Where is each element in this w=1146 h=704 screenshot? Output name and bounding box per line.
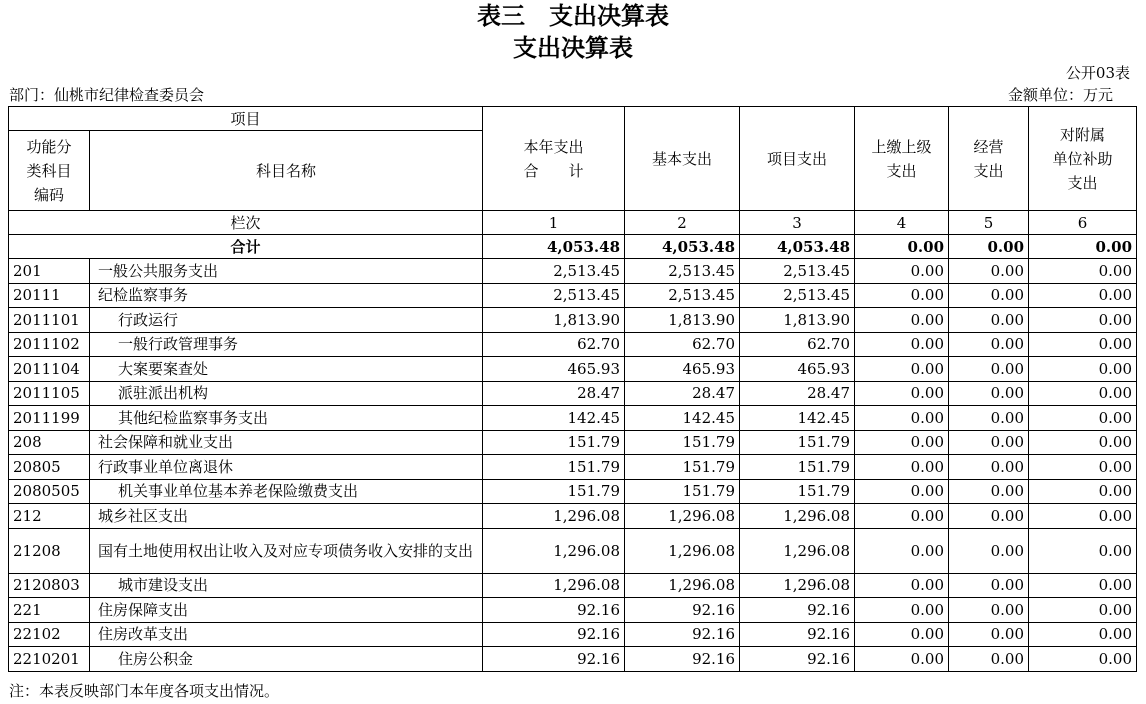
amount-cell: 0.00 bbox=[949, 528, 1029, 573]
header-total-expenditure: 本年支出 合 计 bbox=[483, 107, 625, 211]
amount-cell: 0.00 bbox=[855, 479, 949, 504]
amount-cell: 0.00 bbox=[1029, 308, 1137, 333]
subject-name: 行政事业单位离退休 bbox=[90, 455, 483, 480]
subject-code: 208 bbox=[9, 430, 90, 455]
table-row bbox=[9, 332, 1137, 357]
index-col: 2 bbox=[625, 211, 740, 235]
subject-name: 国有土地使用权出让收入及对应专项债务收入安排的支出 bbox=[90, 528, 483, 573]
header-function-code: 功能分 类科目 编码 bbox=[9, 131, 90, 211]
amount-cell: 0.00 bbox=[855, 598, 949, 623]
amount-cell: 142.45 bbox=[740, 406, 855, 431]
subject-name: 住房保障支出 bbox=[90, 598, 483, 623]
amount-cell: 0.00 bbox=[949, 598, 1029, 623]
amount-cell: 1,296.08 bbox=[740, 504, 855, 529]
page-title: 表三 支出决算表 bbox=[477, 2, 669, 30]
amount-cell: 0.00 bbox=[855, 308, 949, 333]
amount-cell: 28.47 bbox=[625, 381, 740, 406]
amount-cell: 151.79 bbox=[740, 430, 855, 455]
form-number: 公开03表 bbox=[1065, 64, 1130, 82]
amount-cell: 28.47 bbox=[740, 381, 855, 406]
amount-cell: 0.00 bbox=[1029, 598, 1137, 623]
amount-cell: 92.16 bbox=[625, 647, 740, 672]
amount-cell: 2,513.45 bbox=[483, 259, 625, 284]
amount-cell: 0.00 bbox=[1029, 455, 1137, 480]
table-row bbox=[9, 357, 1137, 382]
table-row bbox=[9, 528, 1137, 573]
header-project-expenditure: 项目支出 bbox=[740, 107, 855, 211]
amount-cell: 0.00 bbox=[1029, 381, 1137, 406]
table-row bbox=[9, 406, 1137, 431]
subject-code: 22102 bbox=[9, 622, 90, 647]
subject-name: 一般公共服务支出 bbox=[90, 259, 483, 284]
subject-name: 大案要案查处 bbox=[90, 357, 483, 382]
amount-cell: 0.00 bbox=[949, 455, 1029, 480]
header-subject-name: 科目名称 bbox=[90, 131, 483, 211]
subject-name: 纪检监察事务 bbox=[90, 283, 483, 308]
amount-cell: 2,513.45 bbox=[625, 259, 740, 284]
header-basic-expenditure: 基本支出 bbox=[625, 107, 740, 211]
amount-cell: 0.00 bbox=[855, 622, 949, 647]
amount-unit-label: 金额单位：万元 bbox=[1007, 86, 1113, 104]
header-operating-expenditure: 经营 支出 bbox=[949, 107, 1029, 211]
amount-cell: 151.79 bbox=[740, 479, 855, 504]
subject-name: 住房改革支出 bbox=[90, 622, 483, 647]
amount-cell: 0.00 bbox=[1029, 430, 1137, 455]
subject-code: 212 bbox=[9, 504, 90, 529]
table-row bbox=[9, 381, 1137, 406]
amount-cell: 1,296.08 bbox=[483, 573, 625, 598]
amount-cell: 1,296.08 bbox=[625, 528, 740, 573]
amount-cell: 0.00 bbox=[949, 622, 1029, 647]
amount-cell: 1,296.08 bbox=[483, 504, 625, 529]
amount-cell: 0.00 bbox=[1029, 504, 1137, 529]
amount-cell: 1,296.08 bbox=[483, 528, 625, 573]
amount-cell: 0.00 bbox=[1029, 479, 1137, 504]
table-row bbox=[9, 504, 1137, 529]
amount-cell: 142.45 bbox=[483, 406, 625, 431]
subject-code: 2011199 bbox=[9, 406, 90, 431]
index-col: 3 bbox=[740, 211, 855, 235]
amount-cell: 142.45 bbox=[625, 406, 740, 431]
index-label: 栏次 bbox=[9, 211, 483, 235]
amount-cell: 28.47 bbox=[483, 381, 625, 406]
subject-code: 2080505 bbox=[9, 479, 90, 504]
amount-cell: 0.00 bbox=[1029, 283, 1137, 308]
subject-name: 派驻派出机构 bbox=[90, 381, 483, 406]
amount-cell: 151.79 bbox=[483, 430, 625, 455]
amount-cell: 0.00 bbox=[949, 504, 1029, 529]
subject-code: 201 bbox=[9, 259, 90, 284]
total-value: 0.00 bbox=[855, 235, 949, 259]
subject-code: 2120803 bbox=[9, 573, 90, 598]
subject-name: 一般行政管理事务 bbox=[90, 332, 483, 357]
amount-cell: 92.16 bbox=[740, 622, 855, 647]
amount-cell: 151.79 bbox=[625, 455, 740, 480]
subject-name: 住房公积金 bbox=[90, 647, 483, 672]
amount-cell: 0.00 bbox=[1029, 573, 1137, 598]
amount-cell: 0.00 bbox=[855, 504, 949, 529]
amount-cell: 1,296.08 bbox=[740, 528, 855, 573]
amount-cell: 0.00 bbox=[949, 308, 1029, 333]
amount-cell: 465.93 bbox=[740, 357, 855, 382]
amount-cell: 1,813.90 bbox=[625, 308, 740, 333]
total-value: 0.00 bbox=[1029, 235, 1137, 259]
amount-cell: 92.16 bbox=[740, 598, 855, 623]
amount-cell: 2,513.45 bbox=[740, 259, 855, 284]
amount-cell: 0.00 bbox=[855, 573, 949, 598]
amount-cell: 0.00 bbox=[949, 381, 1029, 406]
amount-cell: 0.00 bbox=[949, 283, 1029, 308]
amount-cell: 0.00 bbox=[855, 430, 949, 455]
subject-name: 行政运行 bbox=[90, 308, 483, 333]
amount-cell: 0.00 bbox=[949, 479, 1029, 504]
amount-cell: 1,813.90 bbox=[740, 308, 855, 333]
subject-name: 城市建设支出 bbox=[90, 573, 483, 598]
amount-cell: 151.79 bbox=[740, 455, 855, 480]
amount-cell: 92.16 bbox=[740, 647, 855, 672]
department-label: 部门：仙桃市纪律检查委员会 bbox=[9, 86, 205, 104]
total-value: 4,053.48 bbox=[740, 235, 855, 259]
subject-name: 机关事业单位基本养老保险缴费支出 bbox=[90, 479, 483, 504]
amount-cell: 62.70 bbox=[625, 332, 740, 357]
amount-cell: 0.00 bbox=[855, 332, 949, 357]
amount-cell: 0.00 bbox=[949, 332, 1029, 357]
subject-code: 2011104 bbox=[9, 357, 90, 382]
amount-cell: 0.00 bbox=[855, 357, 949, 382]
page-subtitle: 支出决算表 bbox=[513, 34, 633, 62]
amount-cell: 0.00 bbox=[855, 381, 949, 406]
total-value: 4,053.48 bbox=[483, 235, 625, 259]
index-row bbox=[9, 211, 1137, 235]
amount-cell: 0.00 bbox=[949, 406, 1029, 431]
subject-code: 2011105 bbox=[9, 381, 90, 406]
amount-cell: 92.16 bbox=[483, 598, 625, 623]
table-row bbox=[9, 283, 1137, 308]
table-row bbox=[9, 573, 1137, 598]
subject-code: 20111 bbox=[9, 283, 90, 308]
amount-cell: 0.00 bbox=[949, 430, 1029, 455]
amount-cell: 0.00 bbox=[855, 259, 949, 284]
amount-cell: 92.16 bbox=[483, 647, 625, 672]
amount-cell: 0.00 bbox=[949, 647, 1029, 672]
amount-cell: 2,513.45 bbox=[625, 283, 740, 308]
table-row bbox=[9, 598, 1137, 623]
subject-name: 城乡社区支出 bbox=[90, 504, 483, 529]
table-row bbox=[9, 430, 1137, 455]
header-upper-level-payment: 上缴上级 支出 bbox=[855, 107, 949, 211]
amount-cell: 151.79 bbox=[483, 479, 625, 504]
amount-cell: 62.70 bbox=[483, 332, 625, 357]
amount-cell: 2,513.45 bbox=[740, 283, 855, 308]
table-row bbox=[9, 308, 1137, 333]
amount-cell: 465.93 bbox=[483, 357, 625, 382]
total-value: 0.00 bbox=[949, 235, 1029, 259]
table-row bbox=[9, 622, 1137, 647]
amount-cell: 1,813.90 bbox=[483, 308, 625, 333]
subject-name: 社会保障和就业支出 bbox=[90, 430, 483, 455]
expenditure-table bbox=[8, 106, 1137, 672]
amount-cell: 92.16 bbox=[483, 622, 625, 647]
total-label: 合计 bbox=[9, 235, 483, 259]
amount-cell: 0.00 bbox=[1029, 406, 1137, 431]
footnote: 注：本表反映部门本年度各项支出情况。 bbox=[9, 682, 280, 700]
amount-cell: 0.00 bbox=[855, 647, 949, 672]
amount-cell: 0.00 bbox=[1029, 332, 1137, 357]
amount-cell: 0.00 bbox=[1029, 357, 1137, 382]
amount-cell: 0.00 bbox=[1029, 647, 1137, 672]
header-subsidy-expenditure: 对附属 单位补助 支出 bbox=[1029, 107, 1137, 211]
amount-cell: 0.00 bbox=[855, 283, 949, 308]
amount-cell: 0.00 bbox=[949, 259, 1029, 284]
index-col: 5 bbox=[949, 211, 1029, 235]
table-row bbox=[9, 647, 1137, 672]
amount-cell: 151.79 bbox=[625, 479, 740, 504]
index-col: 6 bbox=[1029, 211, 1137, 235]
subject-code: 2011102 bbox=[9, 332, 90, 357]
amount-cell: 62.70 bbox=[740, 332, 855, 357]
amount-cell: 465.93 bbox=[625, 357, 740, 382]
table-row bbox=[9, 259, 1137, 284]
total-row bbox=[9, 235, 1137, 259]
subject-code: 20805 bbox=[9, 455, 90, 480]
table-row bbox=[9, 479, 1137, 504]
subject-code: 21208 bbox=[9, 528, 90, 573]
subject-name: 其他纪检监察事务支出 bbox=[90, 406, 483, 431]
index-col: 4 bbox=[855, 211, 949, 235]
amount-cell: 151.79 bbox=[483, 455, 625, 480]
amount-cell: 0.00 bbox=[855, 528, 949, 573]
amount-cell: 0.00 bbox=[949, 573, 1029, 598]
index-col: 1 bbox=[483, 211, 625, 235]
amount-cell: 0.00 bbox=[1029, 622, 1137, 647]
amount-cell: 0.00 bbox=[1029, 528, 1137, 573]
subject-code: 221 bbox=[9, 598, 90, 623]
table-row bbox=[9, 455, 1137, 480]
amount-cell: 1,296.08 bbox=[740, 573, 855, 598]
amount-cell: 2,513.45 bbox=[483, 283, 625, 308]
amount-cell: 92.16 bbox=[625, 622, 740, 647]
total-value: 4,053.48 bbox=[625, 235, 740, 259]
header-project: 项目 bbox=[9, 107, 483, 131]
amount-cell: 1,296.08 bbox=[625, 573, 740, 598]
subject-code: 2011101 bbox=[9, 308, 90, 333]
amount-cell: 151.79 bbox=[625, 430, 740, 455]
amount-cell: 0.00 bbox=[855, 455, 949, 480]
amount-cell: 1,296.08 bbox=[625, 504, 740, 529]
amount-cell: 0.00 bbox=[855, 406, 949, 431]
amount-cell: 92.16 bbox=[625, 598, 740, 623]
amount-cell: 0.00 bbox=[1029, 259, 1137, 284]
amount-cell: 0.00 bbox=[949, 357, 1029, 382]
subject-code: 2210201 bbox=[9, 647, 90, 672]
